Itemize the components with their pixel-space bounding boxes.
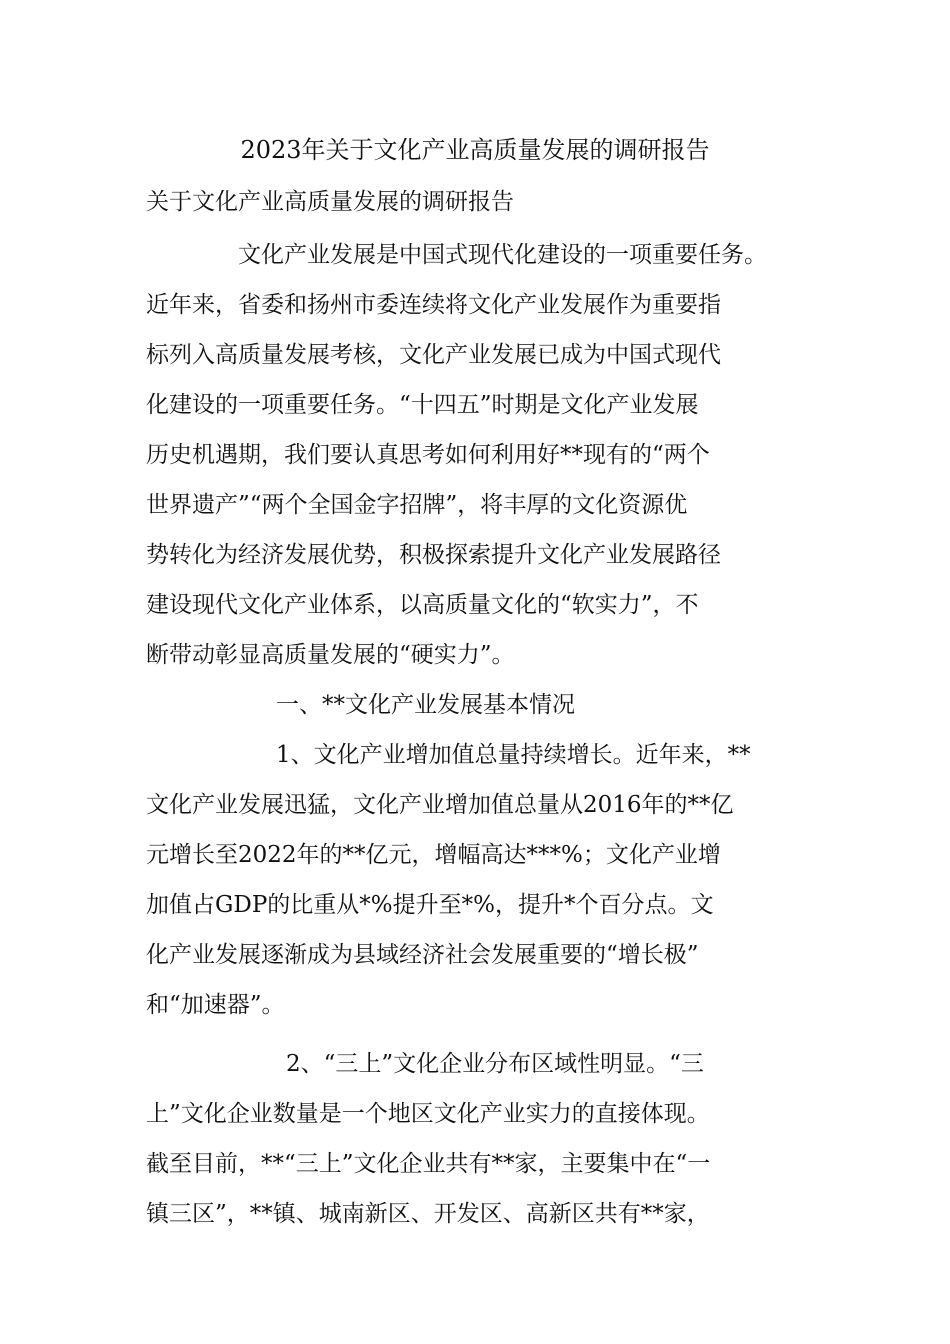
paragraph-line: 1、文化产业增加值总量持续增长。近年来，**	[276, 742, 751, 768]
paragraph-line: 2、“三上”文化企业分布区域性明显。“三	[286, 1051, 704, 1077]
document-title: 2023年关于文化产业高质量发展的调研报告	[240, 136, 710, 164]
intro-line: 文化产业发展是中国式现代化建设的一项重要任务。	[238, 242, 767, 268]
paragraph-line: 和“加速器”。	[146, 992, 285, 1018]
paragraph-line: 上”文化企业数量是一个地区文化产业实力的直接体现。	[146, 1101, 710, 1127]
paragraph-line: 元增长至2022年的**亿元，增幅高达***%；文化产业增	[146, 842, 721, 868]
paragraph-line: 截至目前，**“三上”文化企业共有**家，主要集中在“一	[146, 1151, 711, 1177]
paragraph-line: 化产业发展逐渐成为县域经济社会发展重要的“增长极”	[146, 942, 699, 968]
intro-line: 世界遗产”“两个全国金字招牌”，将丰厚的文化资源优	[146, 492, 688, 518]
intro-paragraph	[146, 230, 816, 680]
intro-line: 标列入高质量发展考核，文化产业发展已成为中国式现代	[146, 342, 721, 368]
intro-line: 化建设的一项重要任务。“十四五”时期是文化产业发展	[146, 392, 699, 418]
section-heading: 一、**文化产业发展基本情况	[276, 692, 575, 718]
paragraph-line: 镇三区”，**镇、城南新区、开发区、高新区共有**家，	[146, 1201, 710, 1227]
paragraph-spacer	[146, 1030, 816, 1039]
document-body	[146, 230, 816, 1239]
intro-line: 建设现代文化产业体系，以高质量文化的“软实力”，不	[146, 592, 699, 618]
paragraph-2	[146, 1039, 816, 1239]
document-subtitle: 关于文化产业高质量发展的调研报告	[146, 189, 514, 215]
intro-line: 近年来，省委和扬州市委连续将文化产业发展作为重要指	[146, 292, 721, 318]
paragraph-1	[146, 730, 816, 1030]
intro-line: 历史机遇期，我们要认真思考如何利用好**现有的“两个	[146, 442, 710, 468]
paragraph-line: 文化产业发展迅猛，文化产业增加值总量从2016年的**亿	[146, 792, 734, 818]
intro-line: 断带动彰显高质量发展的“硬实力”。	[146, 642, 515, 668]
intro-line: 势转化为经济发展优势，积极探索提升文化产业发展路径	[146, 542, 721, 568]
paragraph-line: 加值占GDP的比重从*%提升至*%，提升*个百分点。文	[146, 892, 714, 918]
